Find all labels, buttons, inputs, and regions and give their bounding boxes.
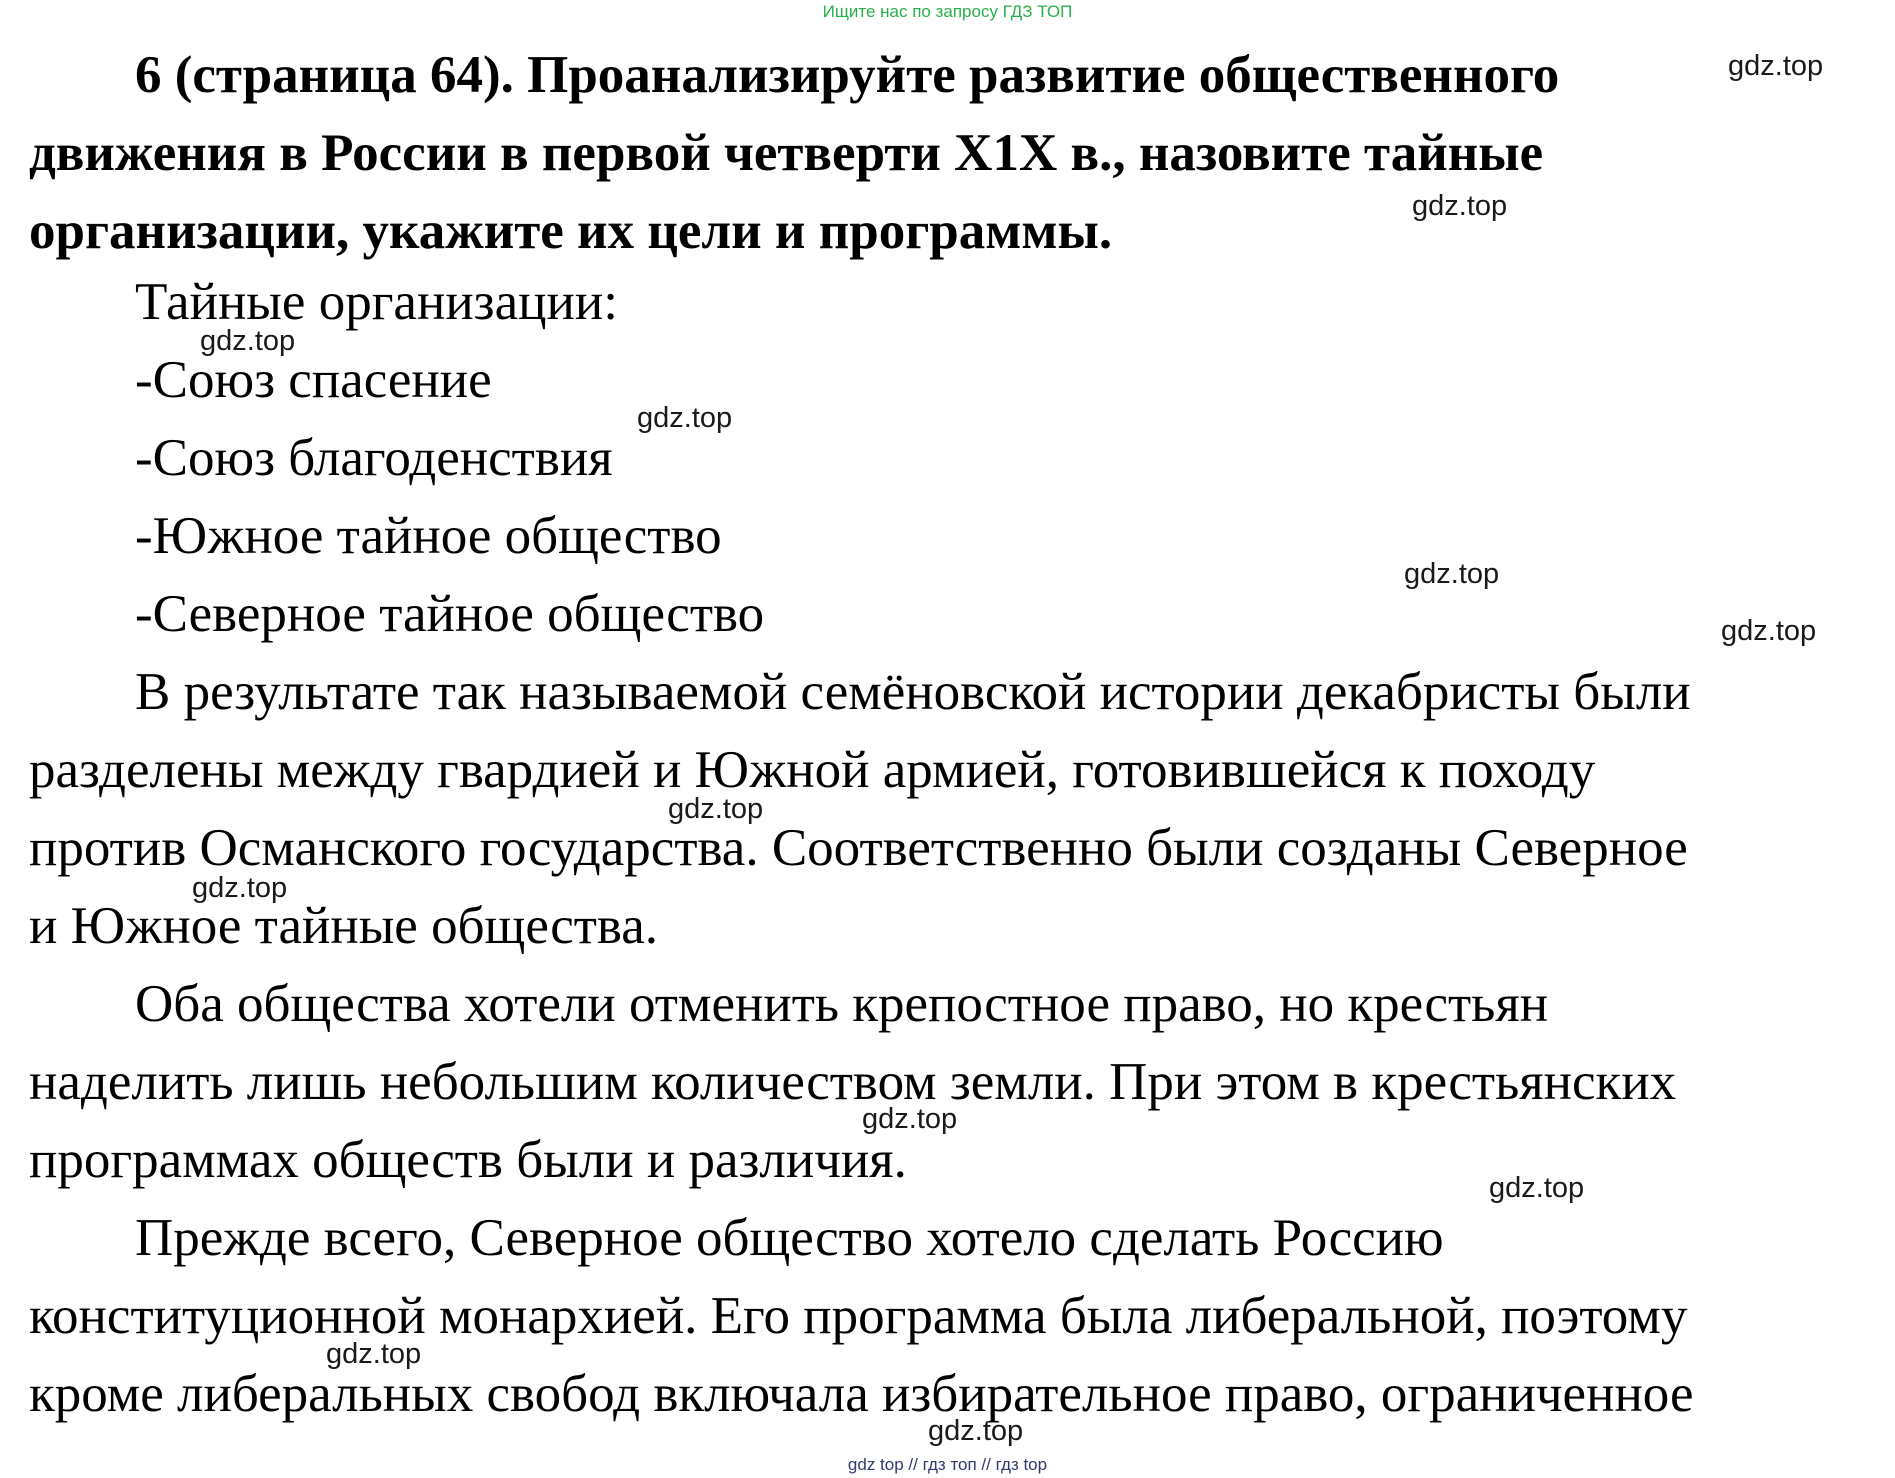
watermark: gdz.top xyxy=(326,1338,422,1370)
paragraph-line: и Южное тайные общества. xyxy=(29,897,658,955)
paragraph-line: кроме либеральных свобод включала избирательное право, ограниченное xyxy=(29,1365,1694,1423)
watermark: gdz.top xyxy=(928,1415,1024,1447)
watermark: gdz.top xyxy=(1489,1172,1585,1204)
paragraph-line: программах обществ были и различия. xyxy=(29,1131,907,1189)
watermark: gdz.top xyxy=(1728,50,1824,82)
paragraph-line: В результате так называемой семёновской истории декабристы были xyxy=(135,663,1691,721)
paragraph-line: разделены между гвардией и Южной армией, готовившейся к походу xyxy=(29,741,1596,799)
watermark: gdz.top xyxy=(668,793,764,825)
orgs-title: Тайные организации: xyxy=(135,273,618,331)
top-banner: Ищите нас по запросу ГДЗ ТОП xyxy=(822,2,1073,21)
watermark: gdz.top xyxy=(192,872,288,904)
watermark: gdz.top xyxy=(1404,558,1500,590)
org-item: -Союз благоденствия xyxy=(135,429,613,487)
watermark: gdz.top xyxy=(862,1103,958,1135)
org-item: -Южное тайное общество xyxy=(135,507,722,565)
watermark: gdz.top xyxy=(200,325,296,357)
heading-line: 6 (страница 64). Проанализируйте развитие общественного xyxy=(135,46,1560,104)
watermark: gdz.top xyxy=(1412,190,1508,222)
org-item: -Северное тайное общество xyxy=(135,585,765,643)
paragraph-line: Оба общества хотели отменить крепостное право, но крестьян xyxy=(135,975,1549,1033)
paragraph-line: против Османского государства. Соответственно были созданы Северное xyxy=(29,819,1688,877)
task-heading xyxy=(29,36,1729,270)
heading-line: организации, укажите их цели и программы. xyxy=(29,202,1113,260)
org-item: -Союз спасение xyxy=(135,351,492,409)
paragraph-line: конституционной монархией. Его программа была либеральной, поэтому xyxy=(29,1287,1688,1345)
paragraph-line: наделить лишь небольшим количеством земли. При этом в крестьянских xyxy=(29,1053,1677,1111)
heading-line: движения в России в первой четверти X1X в., назовите тайные xyxy=(29,124,1544,182)
watermark: gdz.top xyxy=(637,402,733,434)
footer-watermark: gdz top // гдз топ // гдз top xyxy=(847,1455,1048,1474)
paragraph-line: Прежде всего, Северное общество хотело сделать Россию xyxy=(135,1209,1444,1267)
watermark: gdz.top xyxy=(1721,615,1817,647)
